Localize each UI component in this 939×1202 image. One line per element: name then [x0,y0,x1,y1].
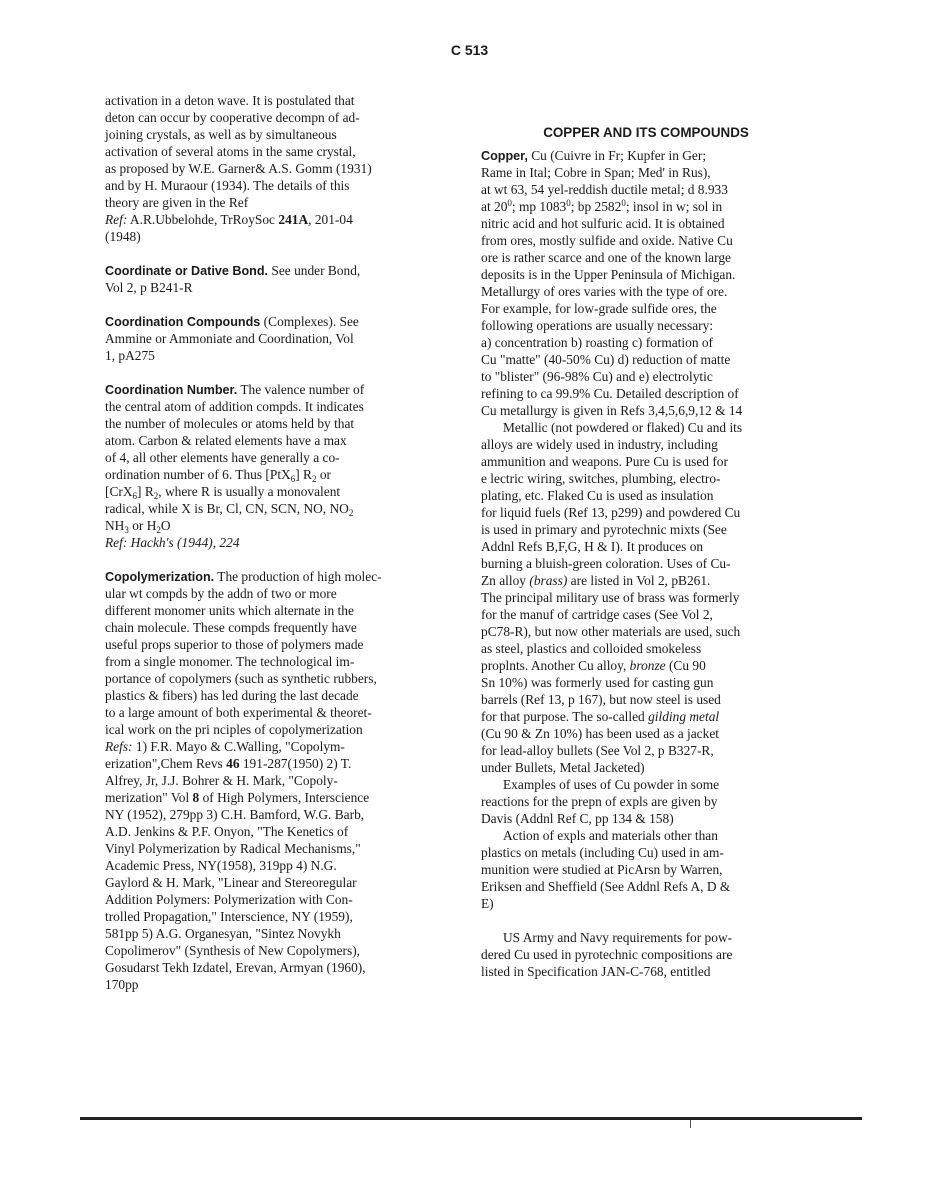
reference-line: Academic Press, NY(1958), 319pp 4) N.G. [105,858,337,873]
reference-line: merization" Vol 8 of High Polymers, Interscience [105,790,370,805]
text-line: atom. Carbon & related elements have a max [105,433,347,448]
reference-line: Refs: 1) F.R. Mayo & C.Walling, "Copolym- [105,739,345,754]
entry-title: Copper, [481,149,528,163]
footer-rule [80,1117,862,1120]
reference-line: A.D. Jenkins & P.F. Onyon, "The Kenetics of [105,824,349,839]
text-line: a) concentration b) roasting c) formation of [481,335,714,350]
text-line: at wt 63, 54 yel-reddish ductile metal; d 8.933 [481,182,728,197]
text-line: (Cu 90 & Zn 10%) has been used as a jacket [481,726,719,741]
formula-line: $NH_3$ or $H_2O$ [105,518,171,535]
copolymerization-entry: Copolymerization. The production of high molec- ular wt compds by the addn of two or more different monomer units which alternate in the chain molecule. These compds frequently have useful props superior to those of polymers made from a single monomer. The technological im- portance of copolymers (such as synthetic rubbers, plastics & fibers) has led during the last decade to a large amount of both experimental & theoret- ical work on the pri nciples of copolymerization Refs: 1) F.R. Mayo & C.Walling, "Copolym- erization",Chem Revs 46 191-287(1950) 2) T. Alfrey, Jr, J.J. Bohrer & H. Mark, "Copoly- merization" Vol 8 of High Polymers, Interscience NY (1952), 279pp 3) C.H. Bamford, W.G. Barb, A.D. Jenkins & P.F. Onyon, "The Kenetics of Vinyl Polymerization by Radical Mechanisms," Academic Press, NY(1958), 319pp 4) N.G. Gaylord & H. Mark, "Linear and Stereoregular Addition Polymers: Polymerization with Con- trolled Propagation," Interscience, NY (1959), 581pp 5) A.G. Organesyan, "Sintez Novykh Copolimerov" (Synthesis of New Copolymers), Gosudarst Tekh Izdatel, Erevan, Armyan (1960), 170pp [105,568,435,993]
text-line: Cu metallurgy is given in Refs 3,4,5,6,9,12 & 14 [481,403,743,418]
text-line: and by H. Muraour (1934). The details of this [105,178,350,193]
text-line: for lead-alloy bullets (See Vol 2, p B327-R, [481,743,714,758]
text-line: pC78-R), but now other materials are used, such [481,624,741,639]
text-line: barrels (Ref 13, p 167), but now steel is used [481,692,721,707]
copper-entry: Copper, Cu (Cuivre in Fr; Kupfer in Ger; Rame in Ital; Cobre in Span; Med' in Rus), at wt 63, 54 yel-reddish ductile metal; d 8.933 at $20^0$; mp 1083$^0$; bp 2582$^0$; insol in w; sol in nitric acid and hot sulfuric acid. It is obtained from ores, mostly sulfide and oxide. Native Cu ore is rather scarce and one of the known large deposits is in the Upper Peninsula of Michigan. Metallurgy of ores varies with the type of ore. For example, for low-grade sulfide ores, the following operations are usually necessary: a) concentration b) roasting c) formation of Cu "matte" (40-50% Cu) d) reduction of matte to "blister" (96-98% Cu) and e) electrolytic refining to ca 99.9% Cu. Detailed description of Cu metallurgy is given in Refs 3,4,5,6,9,12 & 14 Metallic (not powdered or flaked) Cu and its alloys are widely used in industry, including ammunition and weapons. Pure Cu is used for e lectric wiring, switches, plumbing, electro- plating, etc. Flaked Cu is used as insulation for liquid fuels (Ref 13, p299) and powdered Cu is used in primary and pyrotechnic mixts (See Addnl Refs B,F,G, H & I). It produces on burning a bluish-green coloration. Uses of Cu- Zn alloy (brass) are listed in Vol 2, pB261. The principal military use of brass was formerly for the manuf of cartridge cases (See Vol 2, pC78-R), but now other materials are used, such as steel, plastics and colloided smokeless proplnts. Another Cu alloy, bronze (Cu 90 Sn 10%) was formerly used for casting gun barrels (Ref 13, p 167), but now steel is used for that purpose. The so-called gilding metal (Cu 90 & Zn 10%) has been used as a jacket for lead-alloy bullets (See Vol 2, p B327-R, under Bullets, Metal Jacketed) Examples of uses of Cu powder in some reactions for the prepn of expls are given by Davis (Addnl Ref C, pp 134 & 158) Action of expls and materials other than plastics on metals (including Cu) used in am- munition were studied at PicArsn by Warren, Eriksen and Sheffield (See Addnl Refs A, D & E) US Army and Navy requirements for pow- dered Cu used in pyrotechnic compositions are listed in Specification JAN-C-768, entitled [481,147,811,980]
coordinate-bond-entry: Coordinate or Dative Bond. See under Bond, Vol 2, p B241-R [105,262,435,296]
text-line: burning a bluish-green coloration. Uses of Cu- [481,556,731,571]
text-line: plastics on metals (including Cu) used in am- [481,845,724,860]
text-line: plating, etc. Flaked Cu is used as insulation [481,488,714,503]
reference-line: Vinyl Polymerization by Radical Mechanisms," [105,841,361,856]
reference-line: Copolimerov" (Synthesis of New Copolymers), [105,943,361,958]
text-line: nitric acid and hot sulfuric acid. It is obtained [481,216,725,231]
formula-line: ordination number of 6. Thus [PtX$_6$] $R_2$ or [105,467,331,484]
text-line: Action of expls and materials other than [503,828,718,843]
reference-line: Ref: A.R.Ubbelohde, TrRoySoc 241A, 201-04 [105,212,353,227]
reference-line: 581pp 5) A.G. Organesyan, "Sintez Novykh [105,926,341,941]
reference-line: 170pp [105,977,139,992]
entry-title: Coordination Number. [105,383,238,397]
text-line: ammunition and weapons. Pure Cu is used for [481,454,728,469]
formula-line: radical, while X is Br, Cl, CN, SCN, NO, $NO_2$ [105,501,354,518]
reference-line: Alfrey, Jr, J.J. Bohrer & H. Mark, "Copoly- [105,773,338,788]
text-line: Addnl Refs B,F,G, H & I). It produces on [481,539,704,554]
text-line: activation of several atoms in the same crystal, [105,144,356,159]
text-line: the number of molecules or atoms held by that [105,416,355,431]
entry-title: Coordinate or Dative Bond. [105,264,269,278]
text-line: Rame in Ital; Cobre in Span; Med' in Rus), [481,165,711,180]
text-line: 1, pA275 [105,348,155,363]
text-line: proplnts. Another Cu alloy, bronze (Cu 90 [481,658,706,673]
text-line: E) [481,896,494,911]
text-line: alloys are widely used in industry, including [481,437,718,452]
text-line: under Bullets, Metal Jacketed) [481,760,645,775]
text-line: Metallic (not powdered or flaked) Cu and its [503,420,743,435]
section-title: COPPER AND ITS COMPOUNDS [543,125,749,140]
text-line: as steel, plastics and colloided smokeless [481,641,702,656]
reference-line: trolled Propagation," Interscience, NY (1959), [105,909,353,924]
text-line: (1948) [105,229,141,244]
text-line: is used in primary and pyrotechnic mixts (See [481,522,727,537]
text-line: ore is rather scarce and one of the known large [481,250,731,265]
page-number: C 513 [450,42,489,58]
text-line: to a large amount of both experimental & theoret- [105,705,372,720]
text-line: activation in a deton wave. It is postulated that [105,93,355,108]
text-line: useful props superior to those of polymers made [105,637,364,652]
text-line: Sn 10%) was formerly used for casting gun [481,675,714,690]
text-line: for that purpose. The so-called gilding metal [481,709,720,724]
text-line: ular wt compds by the addn of two or more [105,586,337,601]
activation-paragraph [105,92,435,245]
entry-title: Coordination Compounds [105,315,261,329]
text-line: Examples of uses of Cu powder in some [503,777,720,792]
coordination-compounds-entry: Coordination Compounds (Complexes). See Ammine or Ammoniate and Coordination, Vol 1, pA275 [105,313,435,364]
text-line: Zn alloy (brass) are listed in Vol 2, pB261. [481,573,711,588]
text-line: from ores, mostly sulfide and oxide. Native Cu [481,233,733,248]
text-line: munition were studied at PicArsn by Warren, [481,862,723,877]
text-line: of 4, all other elements have generally a co- [105,450,340,465]
text-line: for liquid fuels (Ref 13, p299) and powdered Cu [481,505,741,520]
reference-line: Addition Polymers: Polymerization with Con- [105,892,353,907]
text-line: US Army and Navy requirements for pow- [503,930,733,945]
text-line: plastics & fibers) has led during the last decade [105,688,359,703]
text-line: to "blister" (96-98% Cu) and e) electrolytic [481,369,713,384]
text-line: The principal military use of brass was formerly [481,590,740,605]
text-line: ical work on the pri nciples of copolymerization [105,722,363,737]
entry-title: Copolymerization. [105,570,215,584]
text-line: refining to ca 99.9% Cu. Detailed description of [481,386,739,401]
text-line: at $20^0$; mp 1083$^0$; bp 2582$^0$; insol in w; sol in [481,198,723,214]
reference-line: erization",Chem Revs 46 191-287(1950) 2) T. [105,756,352,771]
text-line: different monomer units which alternate in the [105,603,354,618]
text-line: Davis (Addnl Ref C, pp 134 & 158) [481,811,674,826]
text-line: chain molecule. These compds frequently have [105,620,357,635]
reference-line: Gosudarst Tekh Izdatel, Erevan, Armyan (1960), [105,960,366,975]
reference-line: NY (1952), 279pp 3) C.H. Bamford, W.G. Barb, [105,807,365,822]
text-line: deposits is in the Upper Peninsula of Michigan. [481,267,736,282]
text-line: listed in Specification JAN-C-768, entitled [481,964,711,979]
text-line: e lectric wiring, switches, plumbing, electro- [481,471,721,486]
text-line: following operations are usually necessary: [481,318,714,333]
text-line: reactions for the prepn of expls are given by [481,794,718,809]
text-line: as proposed by W.E. Garner& A.S. Gomm (1931) [105,161,372,176]
text-line: Vol 2, p B241-R [105,280,193,295]
text-line: Eriksen and Sheffield (See Addnl Refs A, D & [481,879,731,894]
right-column [481,124,811,980]
text-line: Ammine or Ammoniate and Coordination, Vol [105,331,354,346]
text-line: deton can occur by cooperative decompn of ad- [105,110,360,125]
text-line: Metallurgy of ores varies with the type of ore. [481,284,728,299]
text-line: Cu "matte" (40-50% Cu) d) reduction of matte [481,352,731,367]
text-line: the central atom of addition compds. It indicates [105,399,364,414]
left-column [105,92,435,993]
text-line: For example, for low-grade sulfide ores, the [481,301,717,316]
text-line: theory are given in the Ref [105,195,249,210]
reference-line: Gaylord & H. Mark, "Linear and Stereoregular [105,875,357,890]
text-line: joining crystals, as well as by simultaneous [105,127,337,142]
text-line: from a single monomer. The technological im- [105,654,355,669]
text-line: dered Cu used in pyrotechnic compositions are [481,947,733,962]
text-line: portance of copolymers (such as synthetic rubbers, [105,671,377,686]
text-line: for the manuf of cartridge cases (See Vol 2, [481,607,713,622]
footer-rule-tick [690,1120,691,1128]
coordination-number-entry: Coordination Number. The valence number of the central atom of addition compds. It indicates the number of molecules or atoms held by that atom. Carbon & related elements have a max of 4, all other elements have generally a co- ordination number of 6. Thus [PtX$_6$] $R_2$ or [CrX$_6$] $R_2$, where R is usually a monovalent radical, while X is Br, Cl, CN, SCN, NO, $NO_2$ $NH_3$ or $H_2O$ Ref: Hackh's (1944), 224 [105,381,435,551]
reference-line: Ref: Hackh's (1944), 224 [105,535,240,550]
formula-line: [CrX$_6$] $R_2$, where R is usually a monovalent [105,484,341,501]
